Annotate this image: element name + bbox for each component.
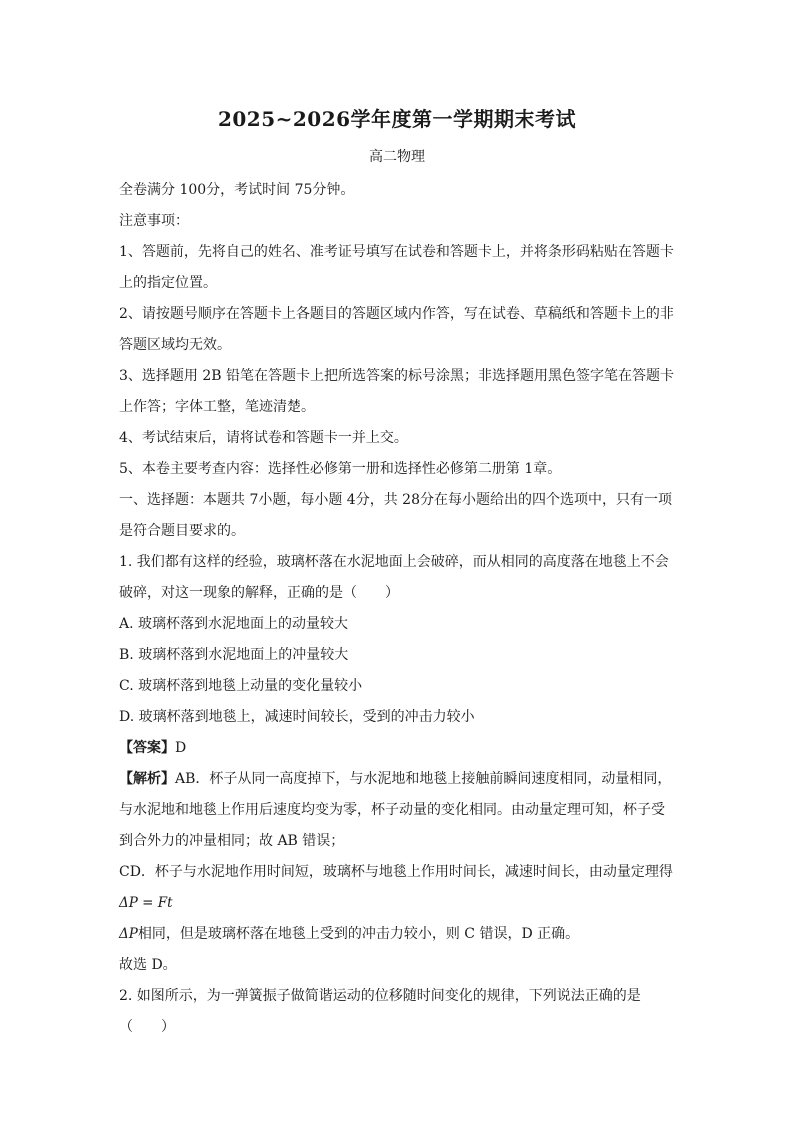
note-item: 2、请按题号顺序在答题卡上各题目的答题区域内作答，写在试卷、草稿纸和答题卡上的非答题区域均无效。 xyxy=(119,306,674,353)
formula-text: ΔP = Ft xyxy=(119,895,173,911)
question-2-stem: 2. 如图所示，为一弹簧振子做简谐运动的位移随时间变化的规律，下列说法正确的是（ ） xyxy=(119,988,641,1035)
analysis-text: AB．杯子从同一高度掉下，与水泥地和地毯上接触前瞬间速度相同，动量相同，与水泥地和地毯上作用后速度均变为零，杯子动量的变化相同。由动量定理可知，杯子受到合外力的冲量相同；故 AB 错误； xyxy=(119,771,672,849)
notes-heading: 注意事项： xyxy=(119,213,189,229)
answer-label: 【答案】 xyxy=(119,740,175,756)
analysis-result-text: 相同，但是玻璃杯落在地毯上受到的冲击力较小，则 C 错误，D 正确。 xyxy=(137,926,580,942)
question-1-option-a: A. 玻璃杯落到水泥地面上的动量较大 xyxy=(119,616,349,632)
exam-subject: 高二物理 xyxy=(369,149,425,165)
question-1-analysis-cd: CD．杯子与水泥地作用时间短，玻璃杯与地毯上作用时间长，减速时间长，由动量定理得 xyxy=(119,864,673,880)
question-1-analysis-result xyxy=(119,919,675,950)
question-1-conclusion: 故选 D。 xyxy=(119,957,177,973)
analysis-label: 【解析】 xyxy=(119,771,175,787)
question-1-option-d: D. 玻璃杯落到地毯上，减速时间较长，受到的冲击力较小 xyxy=(119,709,475,725)
exam-intro: 全卷满分 100分，考试时间 75分钟。 xyxy=(119,182,355,198)
delta-p-symbol: ΔP xyxy=(119,926,138,942)
question-1-option-b: B. 玻璃杯落到水泥地面上的冲量较大 xyxy=(119,647,349,663)
section-heading: 一、选择题：本题共 7小题，每小题 4分，共 28分在每小题给出的四个选项中，只有一项是符合题目要求的。 xyxy=(119,492,672,539)
exam-body xyxy=(119,175,675,1043)
momentum-formula xyxy=(119,888,675,919)
question-1-stem: 1. 我们都有这样的经验，玻璃杯落在水泥地面上会破碎，而从相同的高度落在地毯上不会破碎，对这一现象的解释，正确的是（ ） xyxy=(119,554,669,601)
question-1-answer xyxy=(119,733,675,764)
note-item: 1、答题前，先将自己的姓名、准考证号填写在试卷和答题卡上，并将条形码粘贴在答题卡上的指定位置。 xyxy=(119,244,674,291)
exam-title: 2025~2026学年度第一学期期末考试 xyxy=(217,107,577,131)
answer-value: D xyxy=(175,740,187,756)
note-item: 3、选择题用 2B 铅笔在答题卡上把所选答案的标号涂黑；非选择题用黑色签字笔在答题卡上作答；字体工整，笔迹清楚。 xyxy=(119,368,675,415)
note-item: 5、本卷主要考查内容：选择性必修第一册和选择性必修第二册第 1章。 xyxy=(119,461,562,477)
question-1-analysis xyxy=(119,764,675,857)
question-1-option-c: C. 玻璃杯落到地毯上动量的变化量较小 xyxy=(119,678,363,694)
note-item: 4、考试结束后，请将试卷和答题卡一并上交。 xyxy=(119,430,408,446)
